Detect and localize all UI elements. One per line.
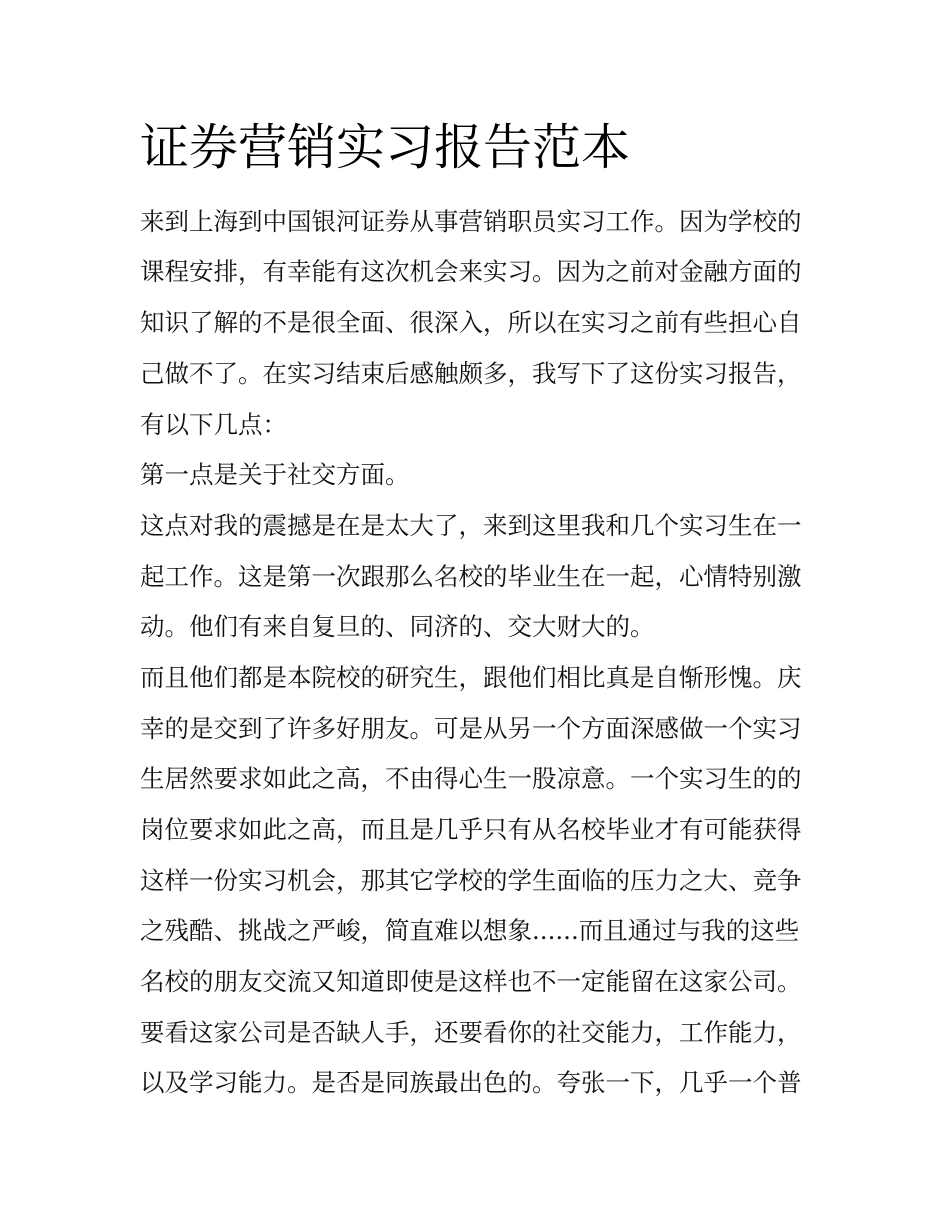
body-line: 己做不了。在实习结束后感触颇多，我写下了这份实习报告，	[140, 359, 802, 388]
body-line: 来到上海到中国银河证券从事营销职员实习工作。因为学校的	[140, 207, 802, 236]
body-line: 动。他们有来自复旦的、同济的、交大财大的。	[140, 612, 655, 641]
body-line: 第一点是关于社交方面。	[140, 460, 410, 489]
document-title: 证券营销实习报告范本	[140, 119, 631, 176]
body-line: 这点对我的震撼是在是太大了，来到这里我和几个实习生在一	[140, 511, 802, 540]
body-line: 有以下几点：	[140, 410, 287, 439]
body-line: 以及学习能力。是否是同族最出色的。夸张一下，几乎一个普	[140, 1068, 802, 1097]
body-line: 名校的朋友交流又知道即使是这样也不一定能留在这家公司。	[140, 967, 802, 996]
body-line: 幸的是交到了许多好朋友。可是从另一个方面深感做一个实习	[140, 714, 802, 743]
body-line: 要看这家公司是否缺人手，还要看你的社交能力，工作能力，	[140, 1018, 802, 1047]
body-line: 知识了解的不是很全面、很深入，所以在实习之前有些担心自	[140, 308, 802, 337]
body-line: 之残酷、挑战之严峻，简直难以想象......而且通过与我的这些	[140, 916, 800, 945]
body-line: 课程安排，有幸能有这次机会来实习。因为之前对金融方面的	[140, 257, 802, 286]
body-line: 起工作。这是第一次跟那么名校的毕业生在一起，心情特别激	[140, 562, 802, 591]
body-line: 这样一份实习机会，那其它学校的学生面临的压力之大、竞争	[140, 866, 802, 895]
body-line: 而且他们都是本院校的研究生，跟他们相比真是自惭形愧。庆	[140, 663, 802, 692]
body-line: 岗位要求如此之高，而且是几乎只有从名校毕业才有可能获得	[140, 815, 802, 844]
body-line: 生居然要求如此之高，不由得心生一股凉意。一个实习生的的	[140, 764, 802, 793]
